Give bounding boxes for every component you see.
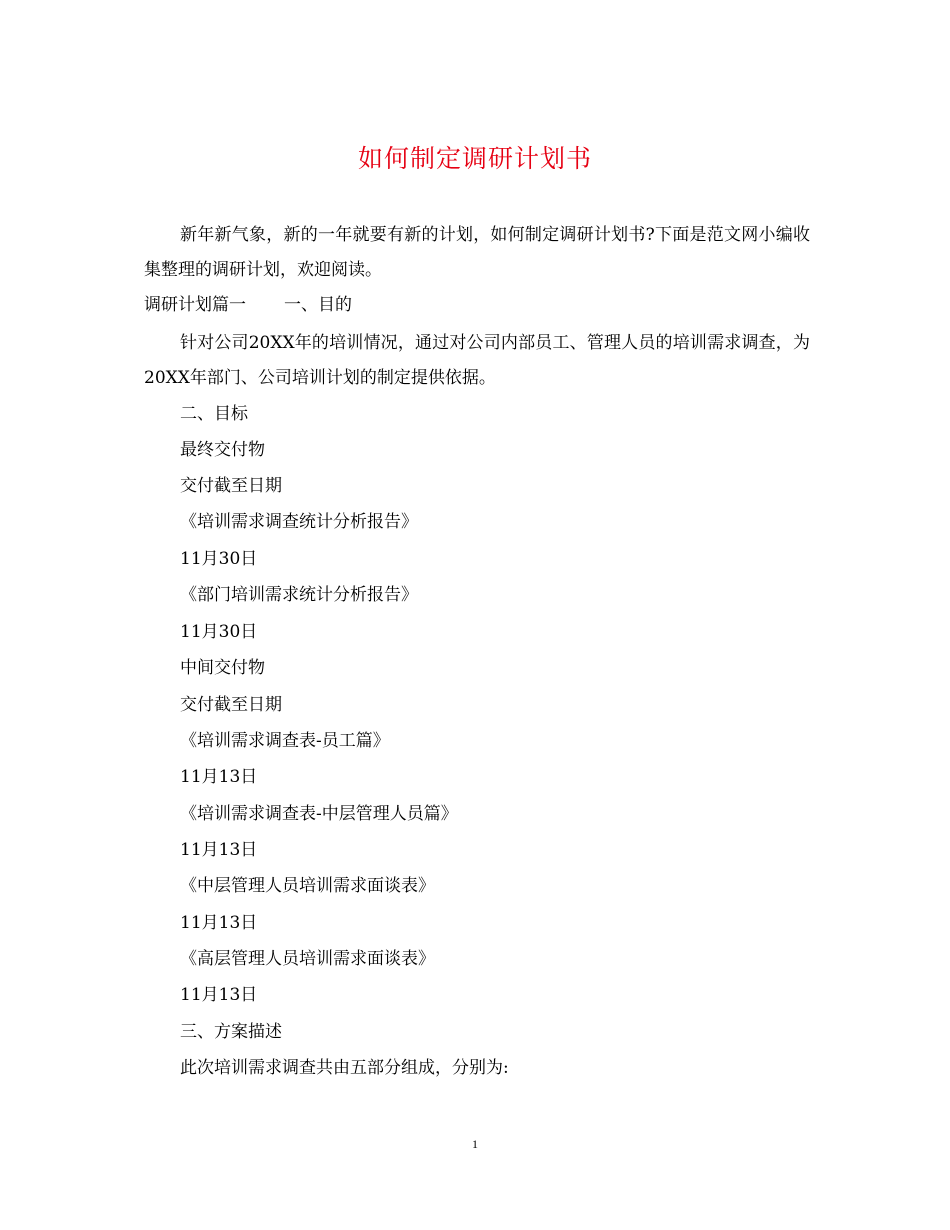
list-item: 《部门培训需求统计分析报告》 bbox=[180, 585, 418, 605]
section-3-heading: 三、方案描述 bbox=[180, 1022, 282, 1042]
section-1-heading: 一、目的 bbox=[284, 295, 352, 315]
list-item: 11月30日 bbox=[180, 549, 258, 569]
list-item: 11月30日 bbox=[180, 622, 258, 642]
list-item: 《培训需求调查表-中层管理人员篇》 bbox=[180, 804, 458, 824]
document-title: 如何制定调研计划书 bbox=[357, 144, 592, 173]
page-number: 1 bbox=[472, 1137, 478, 1151]
list-item: 11月13日 bbox=[180, 840, 258, 860]
list-item: 《培训需求调查表-员工篇》 bbox=[180, 731, 390, 751]
intro-paragraph: 新年新气象，新的一年就要有新的计划，如何制定调研计划书?下面是范文网小编收集整理的调研计划，欢迎阅读。 bbox=[144, 225, 810, 280]
list-item: 11月13日 bbox=[180, 767, 258, 787]
list-item: 《中层管理人员培训需求面谈表》 bbox=[180, 876, 435, 896]
list-item: 《培训需求调查统计分析报告》 bbox=[180, 512, 418, 532]
list-item: 交付截至日期 bbox=[180, 476, 282, 496]
list-item: 交付截至日期 bbox=[180, 695, 282, 715]
section-label: 调研计划篇一 bbox=[144, 295, 246, 315]
section-2-heading: 二、目标 bbox=[180, 404, 248, 424]
section-heading-row bbox=[144, 294, 352, 316]
list-item: 《高层管理人员培训需求面谈表》 bbox=[180, 949, 435, 969]
section-1-paragraph: 针对公司20XX年的培训情况，通过对公司内部员工、管理人员的培训需求调查，为20XX年部门、公司培训计划的制定提供依据。 bbox=[144, 333, 810, 388]
list-item: 最终交付物 bbox=[180, 440, 265, 460]
list-item: 11月13日 bbox=[180, 985, 258, 1005]
section-3-paragraph: 此次培训需求调查共由五部分组成，分别为: bbox=[180, 1058, 509, 1078]
list-item: 中间交付物 bbox=[180, 658, 265, 678]
list-item: 11月13日 bbox=[180, 913, 258, 933]
